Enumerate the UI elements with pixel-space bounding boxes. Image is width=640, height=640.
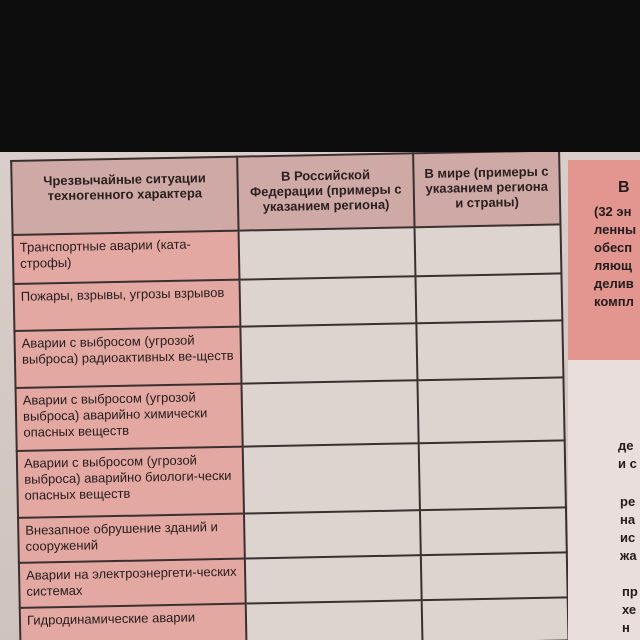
answer-cell-world[interactable] — [422, 597, 569, 640]
answer-cell-world[interactable] — [419, 440, 566, 510]
answer-cell-russia[interactable] — [243, 443, 420, 513]
header-russia-examples: В Российской Федерации (примеры с указанием региона) — [237, 153, 414, 230]
answer-cell-world[interactable] — [420, 507, 567, 555]
row-label-collapse: Внезапное обрушение зданий и сооружений — [18, 514, 245, 563]
answer-cell-russia[interactable] — [246, 600, 423, 640]
side-text-line: компл — [594, 294, 634, 309]
table-header-row — [11, 152, 560, 235]
row-label-radioactive: Аварии с выбросом (угрозой выброса) радиоактивных ве-ществ — [14, 327, 241, 388]
header-world-examples: В мире (примеры с указанием региона и страны) — [413, 152, 560, 227]
answer-cell-russia[interactable] — [239, 227, 416, 279]
side-text-line: пр — [622, 584, 638, 599]
answer-cell-world[interactable] — [415, 273, 562, 323]
answer-cell-world[interactable] — [417, 377, 564, 443]
side-text-line: обесп — [594, 240, 633, 255]
side-text-line: делив — [594, 276, 634, 291]
row-label-fires: Пожары, взрывы, угрозы взрывов — [14, 280, 241, 331]
answer-cell-world[interactable] — [421, 552, 568, 600]
side-text-line: ляющ — [594, 258, 632, 273]
answer-cell-russia[interactable] — [241, 380, 418, 446]
answer-cell-world[interactable] — [416, 320, 563, 380]
answer-cell-russia[interactable] — [245, 555, 422, 603]
table-row — [16, 377, 565, 451]
side-text-line: ре — [620, 494, 636, 509]
side-text-line: на — [620, 512, 636, 527]
row-label-power-systems: Аварии на электроэнергети-ческих системах — [19, 559, 246, 608]
answer-cell-world[interactable] — [415, 224, 562, 276]
side-text-line: и с — [618, 456, 637, 471]
row-label-biological: Аварии с выбросом (угрозой выброса) аварийно биологи-чески опасных веществ — [17, 447, 244, 518]
header-situation-type: Чрезвычайные ситуации техногенного характера — [11, 157, 238, 235]
answer-cell-russia[interactable] — [244, 510, 421, 558]
adjacent-page-column — [568, 160, 640, 640]
textbook-page — [0, 152, 640, 640]
side-text-line: В — [618, 179, 630, 196]
side-text-line: (32 эн — [594, 204, 632, 219]
table-row — [14, 320, 563, 388]
row-label-transport: Транспортные аварии (ката-строфы) — [13, 231, 240, 284]
emergency-situations-table — [10, 152, 569, 640]
row-label-chemical: Аварии с выбросом (угрозой выброса) аварийно химически опасных веществ — [16, 384, 243, 451]
side-text-line: н — [622, 620, 630, 635]
answer-cell-russia[interactable] — [239, 276, 416, 326]
side-text-line: ис — [620, 530, 636, 545]
table-wrapper — [10, 152, 579, 640]
side-text-line: хе — [622, 602, 637, 617]
table-row — [17, 440, 566, 518]
side-text-line: жа — [620, 548, 637, 563]
answer-cell-russia[interactable] — [240, 323, 417, 383]
row-label-hydrodynamic: Гидродинамические аварии — [20, 604, 247, 640]
side-text-line: ленны — [594, 222, 637, 237]
side-text-line: де — [618, 438, 634, 453]
